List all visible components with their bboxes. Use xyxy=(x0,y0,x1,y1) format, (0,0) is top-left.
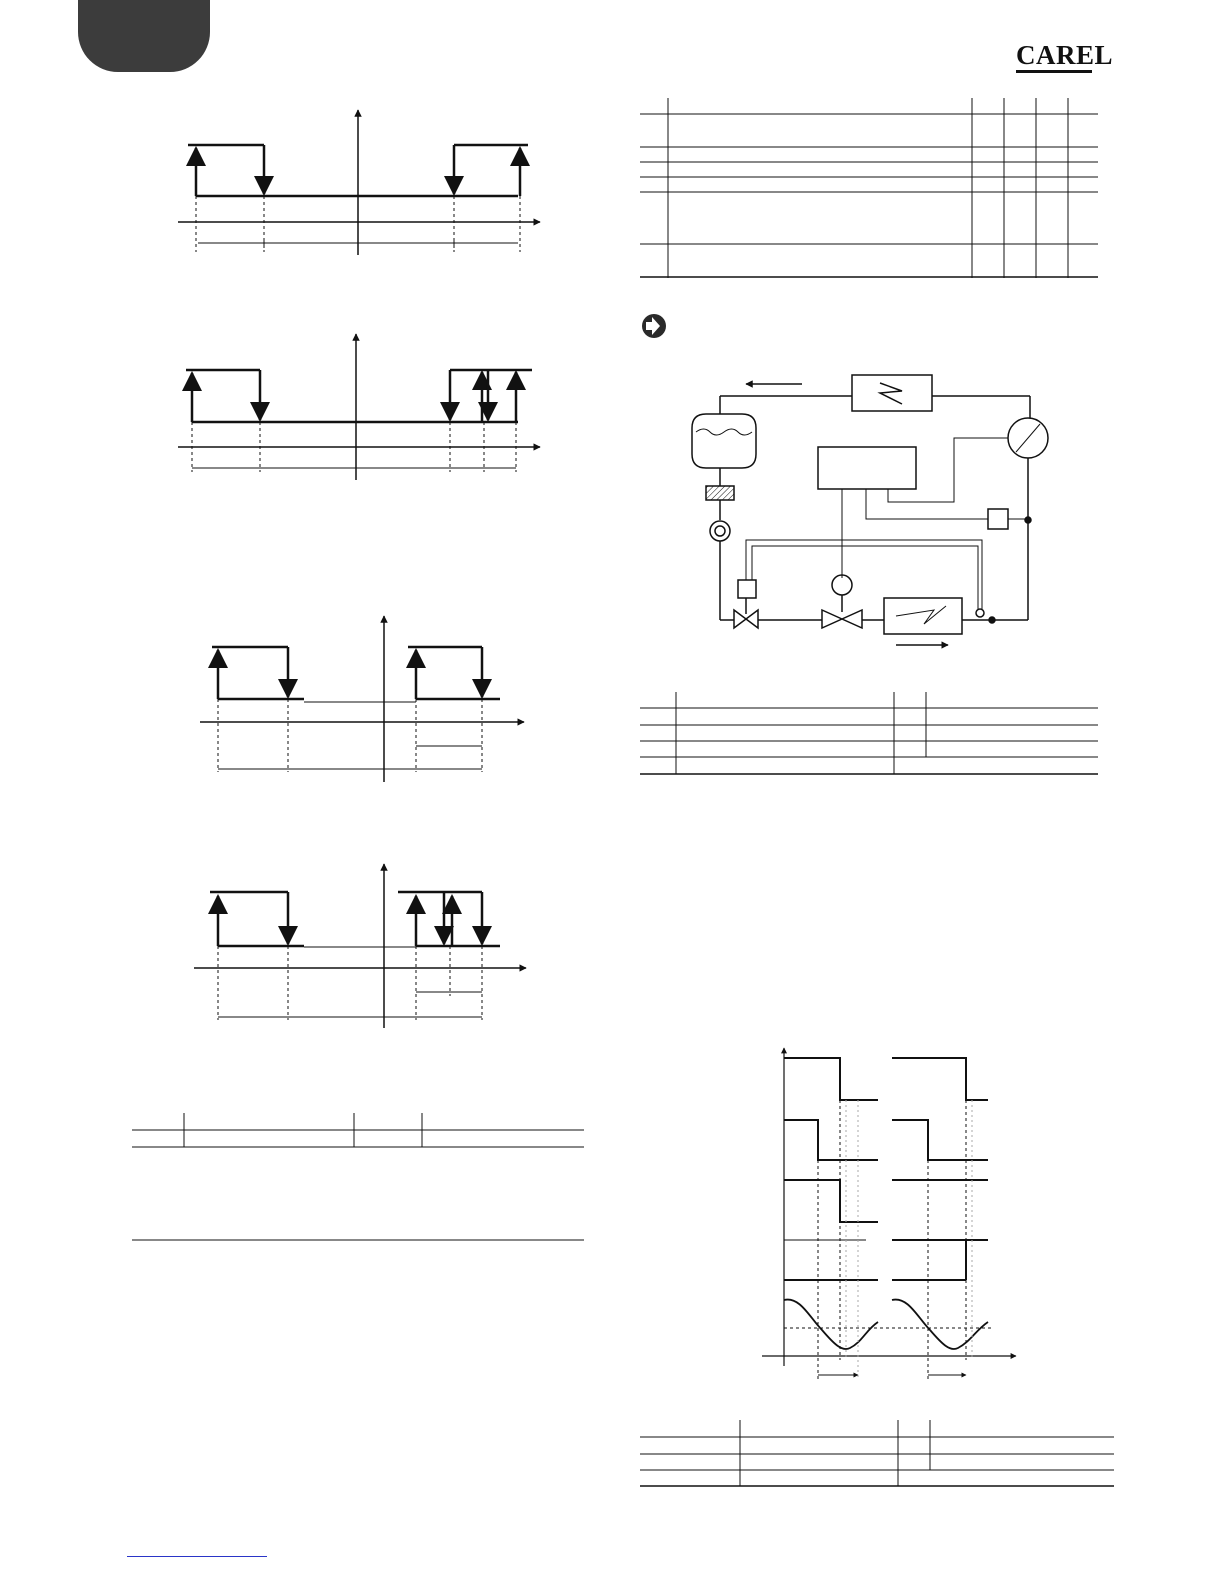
right-mid-table xyxy=(640,692,1098,774)
diagram-1 xyxy=(178,110,540,255)
left-table xyxy=(132,1113,584,1240)
timing-diagram xyxy=(762,1048,1016,1380)
arrow-right-circle-icon xyxy=(642,314,666,338)
right-top-table xyxy=(640,98,1098,278)
diagram-3 xyxy=(200,616,524,782)
refrigeration-circuit-diagram xyxy=(692,375,1048,645)
footer-link-underline[interactable] xyxy=(127,1556,267,1557)
right-bottom-table xyxy=(640,1420,1114,1486)
carel-logo: CAREL xyxy=(1016,40,1114,70)
diagram-2 xyxy=(178,334,540,480)
diagram-4 xyxy=(194,864,526,1028)
